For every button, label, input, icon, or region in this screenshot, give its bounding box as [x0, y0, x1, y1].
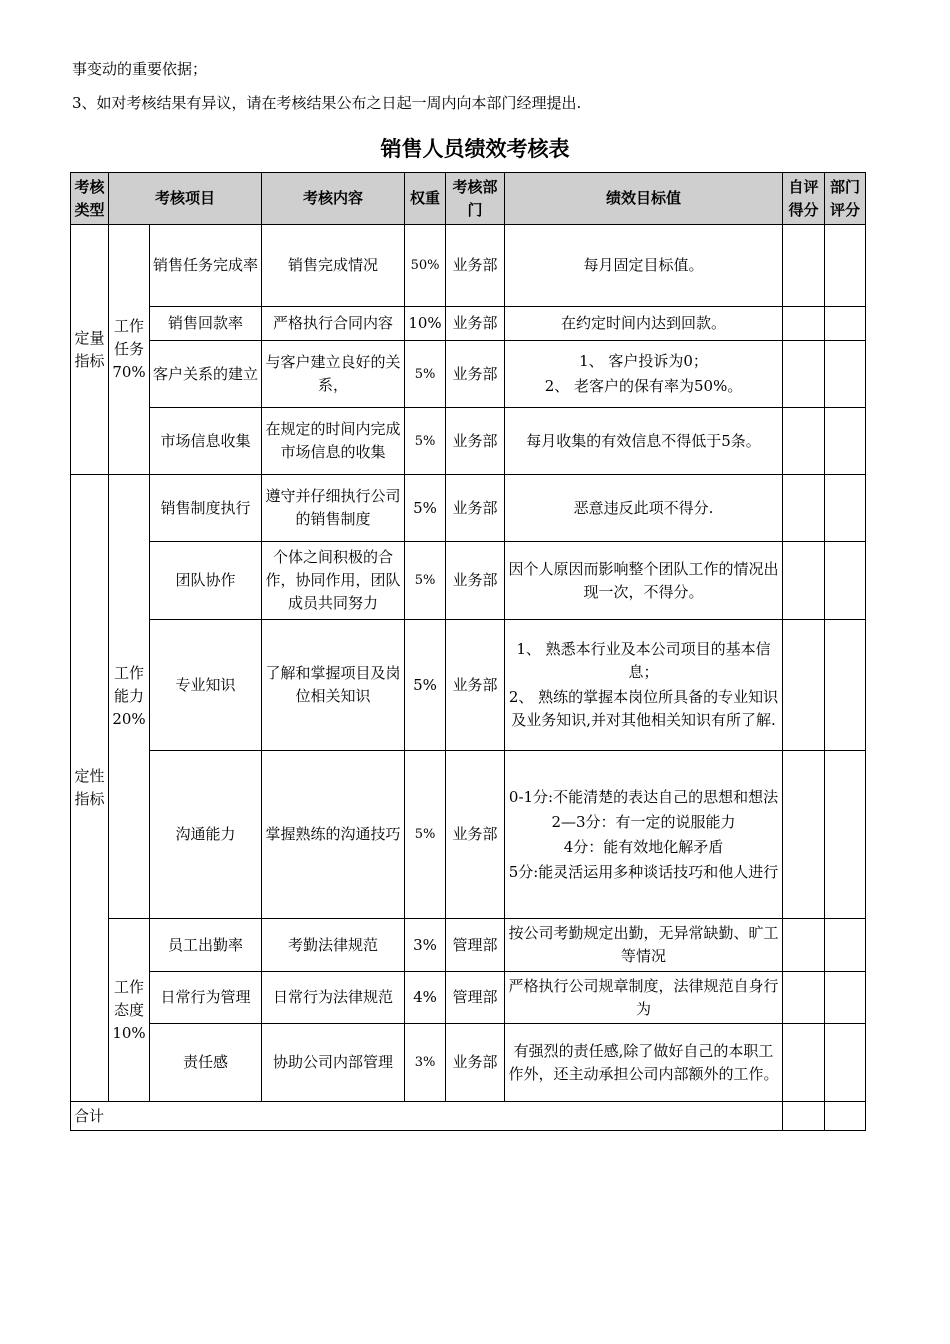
dept-cell: 业务部	[446, 1024, 505, 1102]
dept-cell: 业务部	[446, 751, 505, 919]
self-score-cell[interactable]	[783, 620, 825, 751]
header-type: 考核类型	[71, 173, 109, 225]
header-weight: 权重	[405, 173, 446, 225]
target-line: 4分：能有效地化解矛盾	[563, 837, 724, 856]
content-cell: 在规定的时间内完成市场信息的收集	[262, 408, 405, 475]
self-score-cell[interactable]	[783, 475, 825, 542]
page-title: 销售人员绩效考核表	[380, 137, 570, 161]
dept-score-cell[interactable]	[825, 620, 866, 751]
item-cell: 市场信息收集	[150, 408, 262, 475]
table-row	[71, 751, 866, 919]
content-cell: 与客户建立良好的关系，	[262, 341, 405, 408]
item-cell: 沟通能力	[150, 751, 262, 919]
self-score-cell[interactable]	[783, 751, 825, 919]
target-cell	[505, 225, 783, 307]
weight-cell: 5%	[405, 475, 446, 542]
evaluation-table	[70, 172, 866, 1131]
dept-score-cell[interactable]	[825, 225, 866, 307]
content-cell: 了解和掌握项目及岗位相关知识	[262, 620, 405, 751]
dept-score-cell[interactable]	[825, 475, 866, 542]
self-score-cell[interactable]	[783, 542, 825, 620]
table-row	[71, 307, 866, 341]
item-cell: 客户关系的建立	[150, 341, 262, 408]
weight-cell: 3%	[405, 1024, 446, 1102]
content-cell: 协助公司内部管理	[262, 1024, 405, 1102]
total-row	[71, 1102, 866, 1131]
item-cell: 责任感	[150, 1024, 262, 1102]
intro-line-1: 事变动的重要依据；	[72, 60, 208, 78]
content-cell: 严格执行合同内容	[262, 307, 405, 341]
item-cell: 专业知识	[150, 620, 262, 751]
table-row	[71, 972, 866, 1024]
header-self-score: 自评得分	[783, 173, 825, 225]
weight-cell: 10%	[405, 307, 446, 341]
dept-score-cell[interactable]	[825, 542, 866, 620]
target-cell	[505, 408, 783, 475]
weight-cell: 5%	[405, 620, 446, 751]
self-score-cell[interactable]	[783, 919, 825, 972]
target-line: 在约定时间内达到回款。	[561, 314, 727, 332]
target-line: 按公司考勤规定出勤，无异常缺勤、旷工等情况	[508, 924, 779, 965]
table-row	[71, 341, 866, 408]
self-score-cell[interactable]	[783, 972, 825, 1024]
self-score-cell[interactable]	[783, 1024, 825, 1102]
target-line: 1、 客户投诉为0；	[579, 352, 708, 370]
item-cell: 销售任务完成率	[150, 225, 262, 307]
dept-cell: 业务部	[446, 408, 505, 475]
dept-score-cell[interactable]	[825, 1024, 866, 1102]
weight-cell: 3%	[405, 919, 446, 972]
weight-cell: 4%	[405, 972, 446, 1024]
dept-score-cell[interactable]	[825, 972, 866, 1024]
target-cell	[505, 751, 783, 919]
target-cell	[505, 341, 783, 408]
target-cell	[505, 475, 783, 542]
target-cell	[505, 972, 783, 1024]
intro-line-2: 3、如对考核结果有异议，请在考核结果公布之日起一周内向本部门经理提出.	[72, 94, 582, 112]
target-line: 5分:能灵活运用多种谈话技巧和他人进行	[508, 862, 779, 881]
dept-cell: 业务部	[446, 225, 505, 307]
content-cell: 掌握熟练的沟通技巧	[262, 751, 405, 919]
content-cell: 日常行为法律规范	[262, 972, 405, 1024]
target-cell	[505, 307, 783, 341]
dept-score-cell[interactable]	[825, 307, 866, 341]
subgroup-label: 工作任务70%	[109, 225, 150, 475]
weight-cell: 5%	[405, 408, 446, 475]
header-content: 考核内容	[262, 173, 405, 225]
content-cell: 遵守并仔细执行公司的销售制度	[262, 475, 405, 542]
dept-score-cell[interactable]	[825, 751, 866, 919]
dept-cell: 业务部	[446, 620, 505, 751]
subgroup-label: 工作态度10%	[109, 919, 150, 1102]
table-row	[71, 225, 866, 307]
header-dept-score: 部门评分	[825, 173, 866, 225]
table-row	[71, 475, 866, 542]
item-cell: 日常行为管理	[150, 972, 262, 1024]
group-label: 定性指标	[71, 475, 109, 1102]
target-line: 恶意违反此项不得分.	[573, 498, 714, 517]
target-line: 0-1分:不能清楚的表达自己的思想和想法	[508, 787, 779, 806]
header-item: 考核项目	[109, 173, 262, 225]
target-line: 每月收集的有效信息不得低于5条。	[526, 431, 761, 450]
target-line: 因个人原因而影响整个团队工作的情况出现一次，不得分。	[508, 559, 779, 601]
dept-cell: 业务部	[446, 307, 505, 341]
target-cell	[505, 542, 783, 620]
self-score-cell[interactable]	[783, 408, 825, 475]
weight-cell: 50%	[405, 225, 446, 307]
target-cell	[505, 919, 783, 972]
dept-cell: 业务部	[446, 542, 505, 620]
target-line: 有强烈的责任感,除了做好自己的本职工作外，还主动承担公司内部额外的工作。	[508, 1041, 779, 1083]
target-cell	[505, 620, 783, 751]
table-row	[71, 408, 866, 475]
weight-cell: 5%	[405, 542, 446, 620]
target-line: 2—3分：有一定的说服能力	[551, 812, 736, 831]
content-cell: 考勤法律规范	[262, 919, 405, 972]
header-target: 绩效目标值	[505, 173, 783, 225]
table-row	[71, 1024, 866, 1102]
target-line: 每月固定目标值。	[583, 256, 704, 274]
total-self-score-cell[interactable]	[783, 1102, 825, 1131]
dept-cell: 管理部	[446, 919, 505, 972]
self-score-cell[interactable]	[783, 341, 825, 408]
total-dept-score-cell[interactable]	[825, 1102, 866, 1131]
dept-cell: 业务部	[446, 341, 505, 408]
target-line: 2、 老客户的保有率为50%。	[544, 377, 743, 395]
self-score-cell[interactable]	[783, 307, 825, 341]
group-label: 定量指标	[71, 225, 109, 475]
item-cell: 员工出勤率	[150, 919, 262, 972]
subgroup-label: 工作能力20%	[109, 475, 150, 919]
header-dept: 考核部门	[446, 173, 505, 225]
table-body	[71, 225, 866, 1131]
table-row	[71, 919, 866, 972]
item-cell: 销售回款率	[150, 307, 262, 341]
item-cell: 销售制度执行	[150, 475, 262, 542]
self-score-cell[interactable]	[783, 225, 825, 307]
table-row	[71, 542, 866, 620]
total-label: 合计	[71, 1102, 783, 1131]
content-cell: 销售完成情况	[262, 225, 405, 307]
weight-cell: 5%	[405, 341, 446, 408]
target-line: 严格执行公司规章制度，法律规范自身行为	[508, 976, 779, 1018]
weight-cell: 5%	[405, 751, 446, 919]
content-cell: 个体之间积极的合作，协同作用，团队成员共同努力	[262, 542, 405, 620]
item-cell: 团队协作	[150, 542, 262, 620]
target-line: 1、 熟悉本行业及本公司项目的基本信息；	[516, 640, 771, 681]
target-line: 2、 熟练的掌握本岗位所具备的专业知识及业务知识,并对其他相关知识有所了解.	[508, 688, 779, 729]
table-row	[71, 620, 866, 751]
dept-score-cell[interactable]	[825, 919, 866, 972]
dept-cell: 业务部	[446, 475, 505, 542]
dept-score-cell[interactable]	[825, 341, 866, 408]
dept-cell: 管理部	[446, 972, 505, 1024]
dept-score-cell[interactable]	[825, 408, 866, 475]
target-cell	[505, 1024, 783, 1102]
